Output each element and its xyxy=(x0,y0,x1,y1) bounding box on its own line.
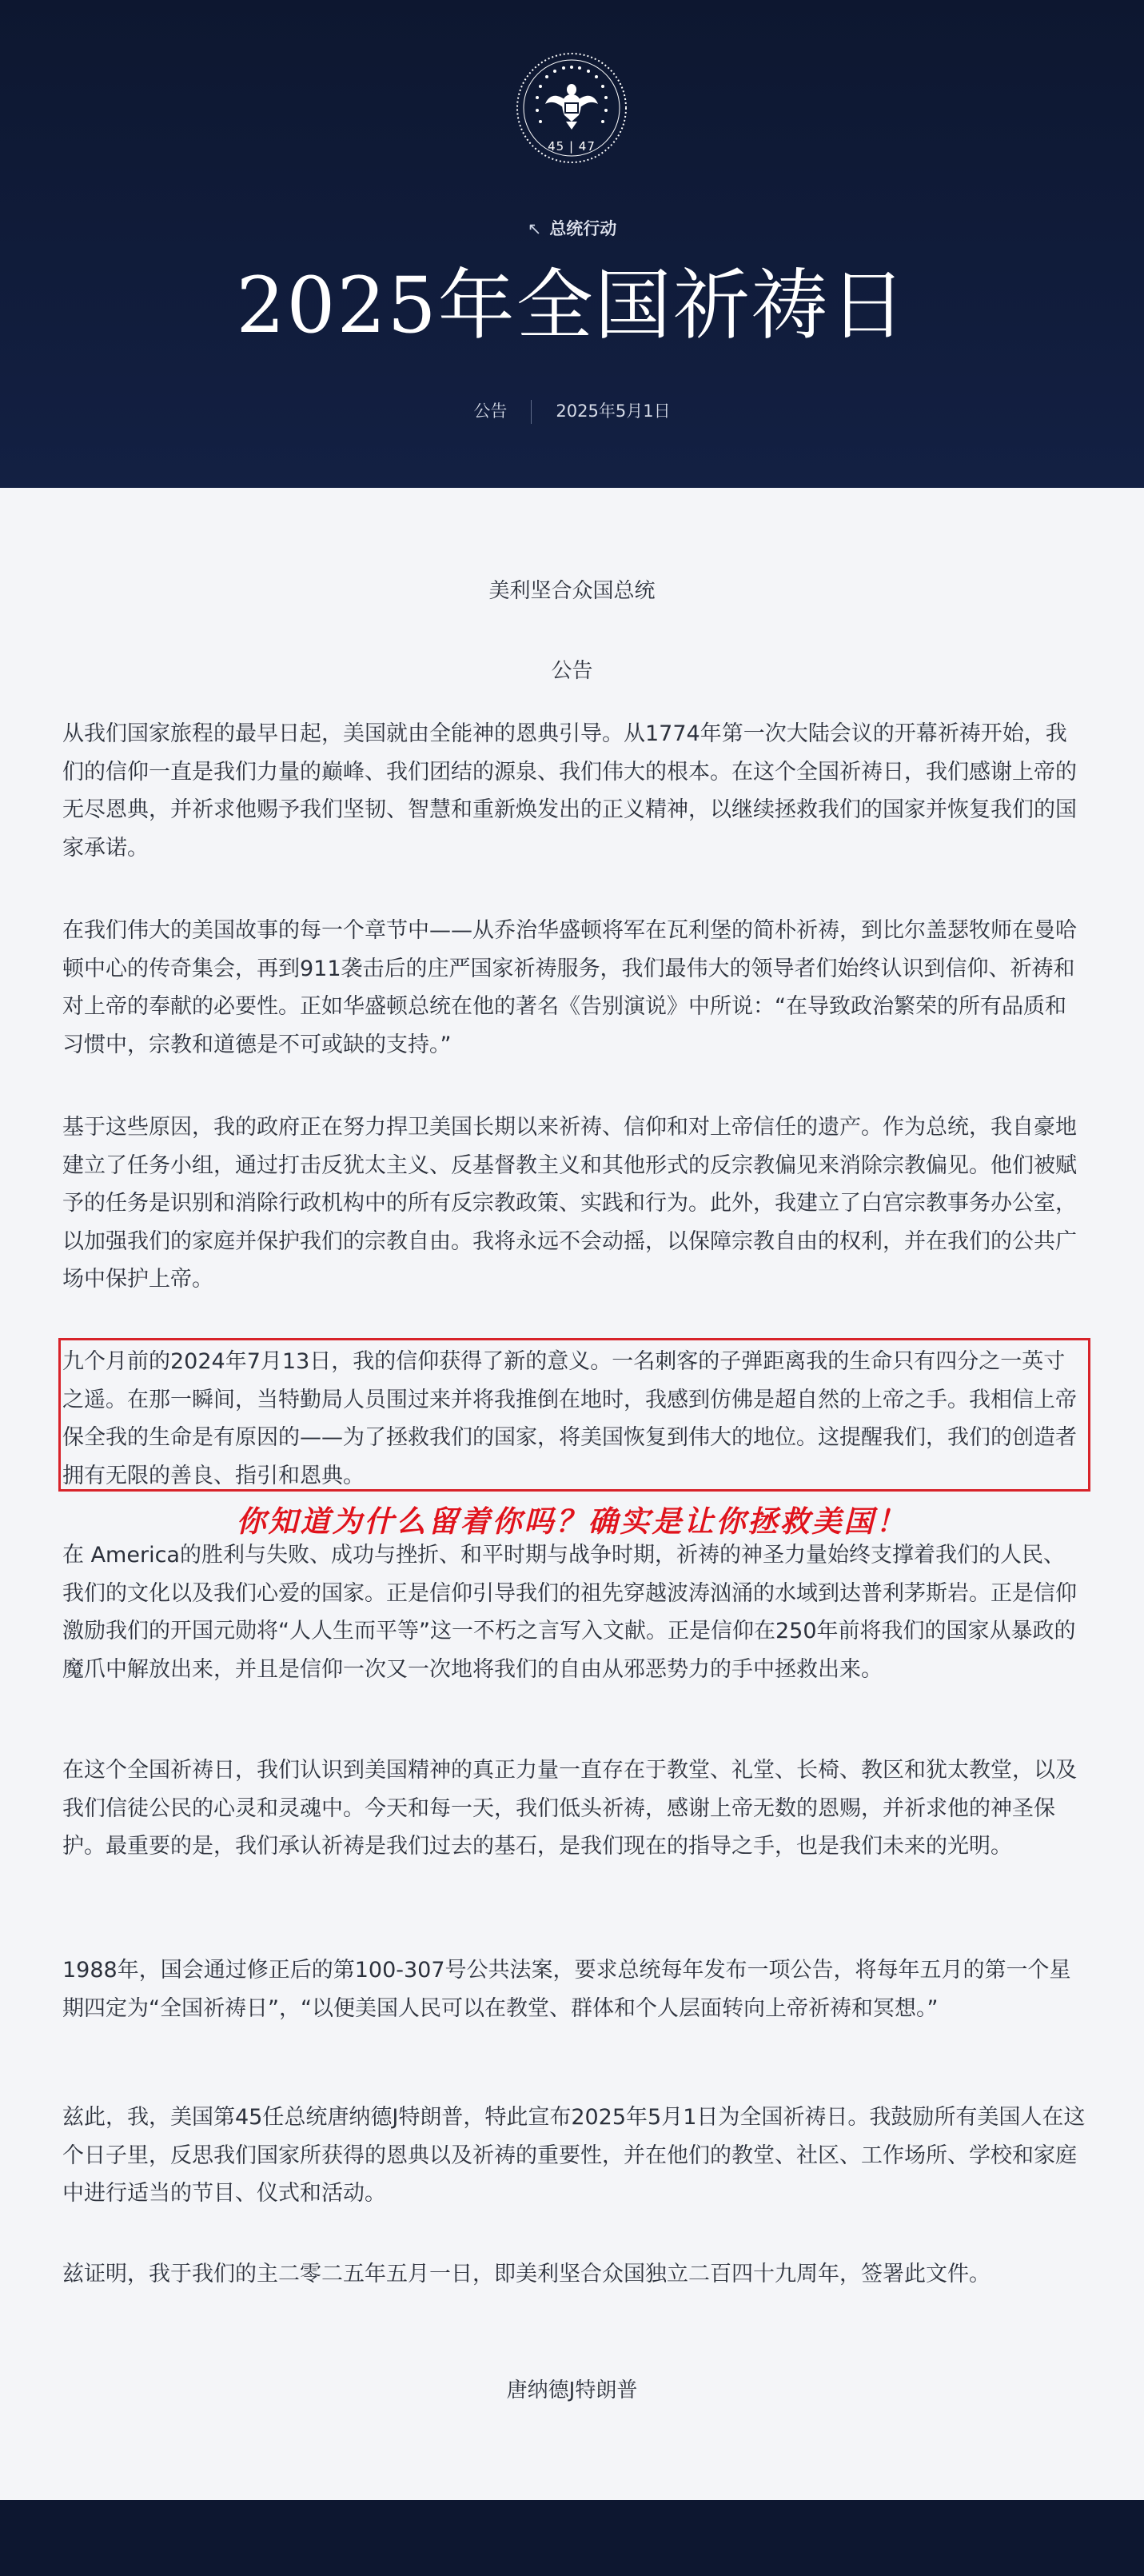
paragraph-6: 在这个全国祈祷日，我们认识到美国精神的真正力量一直存在于教堂、礼堂、长椅、教区和犹太教堂，以及我们信徒公民的心灵和灵魂中。今天和每一天，我们低头祈祷，感谢上帝无数的恩赐，并祈求他的神圣保护。最重要的是，我们承认祈祷是我们过去的基石，是我们现在的指导之手，也是我们未来的光明。 xyxy=(62,1758,1077,1859)
seal-numbers: 45 | 47 xyxy=(548,139,596,154)
paragraph-3: 基于这些原因，我的政府正在努力捍卫美国长期以来祈祷、信仰和对上帝信任的遗产。作为总统，我自豪地建立了任务小组，通过打击反犹太主义、反基督教主义和其他形式的反宗教偏见来消除宗教偏见。他们被赋予的任务是识别和消除行政机构中的所有反宗教政策、实践和行为。此外，我建立了白宫宗教事务办公室，以加强我们的家庭并保护我们的宗教自由。我将永远不会动摇，以保障宗教自由的权利，并在我们的公共广场中保护上帝。 xyxy=(62,1115,1077,1292)
paragraph-9: 兹证明，我于我们的主二零二五年五月一日，即美利坚合众国独立二百四十九周年，签署此文件。 xyxy=(62,2262,991,2286)
kicker-label: 总统行动 xyxy=(549,219,617,238)
page-header xyxy=(0,0,1144,488)
breadcrumb-kicker[interactable] xyxy=(0,216,1144,240)
page-footer xyxy=(0,2500,1144,2576)
meta-divider xyxy=(531,400,532,424)
paragraph-5: 在 America的胜利与失败、成功与挫折、和平时期与战争时期，祈祷的神圣力量始终支撑着我们的人民、我们的文化以及我们心爱的国家。正是信仰引导我们的祖先穿越波涛汹涌的水域到达普利茅斯岩。正是信仰激励我们的开国元勋将“人人生而平等”这一不朽之言写入文献。正是信仰在250年前将我们的国家从暴政的魔爪中解放出来，并且是信仰一次又一次地将我们的自由从邪恶势力的手中拯救出来。 xyxy=(62,1543,1077,1682)
document-subheading: 公告 xyxy=(551,659,593,683)
paragraph-2: 在我们伟大的美国故事的每一个章节中——从乔治华盛顿将军在瓦利堡的简朴祈祷，到比尔盖瑟牧师在曼哈顿中心的传奇集会，再到911袭击后的庄严国家祈祷服务，我们最伟大的领导者们始终认识到信仰、祈祷和对上帝的奉献的必要性。正如华盛顿总统在他的著名《告别演说》中所说：“在导致政治繁荣的所有品质和习惯中，宗教和道德是不可或缺的支持。” xyxy=(62,918,1077,1057)
post-meta xyxy=(0,398,1144,424)
paragraph-7: 1988年，国会通过修正后的第100-307号公共法案，要求总统每年发布一项公告，将每年五月的第一个星期四定为“全国祈祷日”，“以便美国人民可以在教堂、群体和个人层面转向上帝祈祷和冥想。” xyxy=(62,1958,1071,2021)
paragraph-4: 九个月前的2024年7月13日，我的信仰获得了新的意义。一名刺客的子弹距离我的生命只有四分之一英寸之遥。在那一瞬间，当特勤局人员围过来并将我推倒在地时，我感到仿佛是超自然的上帝之手。我相信上帝保全我的生命是有原因的——为了拯救我们的国家，将美国恢复到伟大的地位。这提醒我们，我们的创造者拥有无限的善良、指引和恩典。 xyxy=(62,1349,1077,1488)
post-date: 2025年5月1日 xyxy=(556,401,671,421)
presidential-seal-logo xyxy=(515,51,628,165)
arrow-up-left-icon: ↖ xyxy=(527,219,542,238)
page-title: 2025年全国祈祷日 xyxy=(236,261,908,350)
paragraph-8: 兹此，我，美国第45任总统唐纳德J特朗普，特此宣布2025年5月1日为全国祈祷日。我鼓励所有美国人在这个日子里，反思我们国家所获得的恩典以及祈祷的重要性，并在他们的教堂、社区、工作场所、学校和家庭中进行适当的节目、仪式和活动。 xyxy=(62,2105,1086,2206)
document-heading: 美利坚合众国总统 xyxy=(488,579,656,603)
document-body xyxy=(0,488,1144,2503)
category-link[interactable]: 公告 xyxy=(473,401,508,421)
paragraph-1: 从我们国家旅程的最早日起，美国就由全能神的恩典引导。从1774年第一次大陆会议的开幕祈祷开始，我们的信仰一直是我们力量的巅峰、我们团结的源泉、我们伟大的根本。在这个全国祈祷日，我们感谢上帝的无尽恩典，并祈求他赐予我们坚韧、智慧和重新焕发出的正义精神，以继续拯救我们的国家并恢复我们的国家承诺。 xyxy=(62,721,1077,861)
signature: 唐纳德J特朗普 xyxy=(506,2378,638,2402)
highlight-box xyxy=(58,1338,1090,1492)
red-annotation: 你知道为什么留着你吗？确实是让你拯救美国！ xyxy=(236,1504,908,1539)
